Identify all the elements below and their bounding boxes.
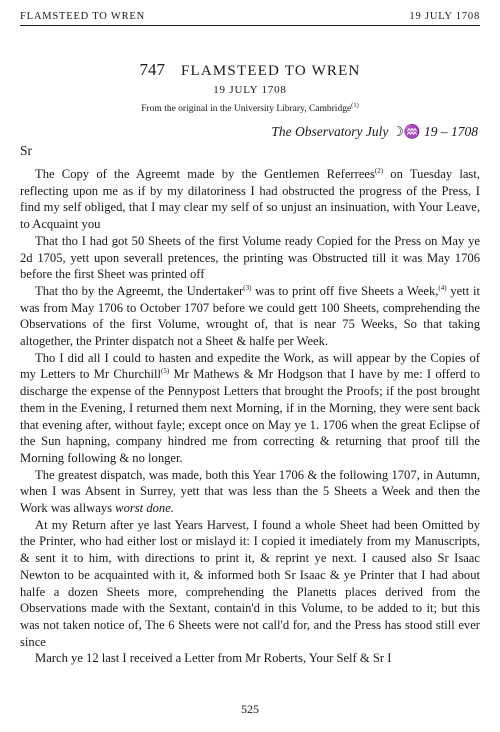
header-rule — [20, 25, 480, 26]
body-paragraph — [20, 233, 480, 283]
text-run: yett it was from May 1706 to October 1707 before we could gett 100 Sheets, comprehending the Observations of the first Volume, wrought of, that is near 75 Weeks, So that taking altogether, the Printer dispatch not a Sheet & halfe per Week. — [20, 283, 480, 349]
date-line: 19 – 1708 — [424, 124, 478, 139]
text-run: Mr Mathews & Mr Hodgson that I have by me: I offerd to discharge the expense of the Pennypost Letters that brought the Proofs; if the post brought them in the Evening, I returned them next Morning, if in the Morning, they were sent back that evening after, without fayle; except once on May ye 1. 1706 when the great Eclipse of the Sun hapning, company hindred me from correcting & returning that proof till the Morning following & no longer. — [20, 367, 480, 465]
body-paragraph — [20, 350, 480, 467]
letter-date: 19 JULY 1708 — [213, 84, 287, 96]
body-paragraph — [20, 166, 480, 233]
moon-aquarius-symbol: ☽♒ — [391, 124, 421, 139]
text-run: Tho I did all I could to hasten and expedite the Work, as will appear by the Copies of my Letters to Mr Churchill — [20, 350, 480, 382]
body-paragraph — [20, 283, 480, 350]
footnote-marker: (3) — [243, 283, 252, 292]
text-run: The greatest dispatch, was made, both this Year 1706 & the following 1707, in Autumn, when I was Absent in Surrey, yett that was less than the 5 Sheets a Week and then the Work was allways — [20, 467, 480, 516]
letter-source — [20, 102, 480, 114]
text-run: was to print off five Sheets a Week, — [251, 283, 439, 298]
letter-number: 747 — [139, 60, 165, 79]
footnote-marker: (5) — [160, 367, 170, 376]
body-paragraph — [20, 517, 480, 651]
text-run: At my Return after ye last Years Harvest, I found a whole Sheet had been Omitted by the Printer, who had either lost or mislayd it: I copied it imediately from my Manuscripts, & sent it to him, with directions to print it, & reprint ye next. I caused also Sr Isaac Newton to be acquainted with it, & informed both Sr Isaac & ye Printer that I had about halfe a dozen Sheets more, comprehending the Planetts places derived from the Observations made with the Sextant, contain'd in this Volume, to be added to it; but this was not taken notice of, The 6 Sheets were not call'd for, and the Press has stood still ever since — [20, 517, 480, 649]
emphasized-text: worst done. — [115, 501, 174, 516]
letter-title: FLAMSTEED TO WREN — [180, 63, 361, 79]
text-run: on Tuesday last, reflecting upon me as if by my dilatoriness I had obstructed the progress of the Press, I find my self obliged, that I may clear my self of so unjust an insinuation, with Your Leave, to Acquaint you — [20, 167, 480, 232]
body-paragraph — [20, 650, 480, 667]
letter-heading — [20, 60, 480, 80]
letter-body — [20, 166, 480, 667]
body-paragraph — [20, 467, 480, 517]
running-head-right: 19 JULY 1708 — [409, 10, 480, 22]
text-run: That tho by the Agreemt, the Undertaker — [35, 283, 244, 298]
text-run: The Copy of the Agreemt made by the Gentlemen Referrees — [35, 167, 375, 181]
source-text: From the original in the University Library, Cambridge — [141, 104, 352, 115]
source-footnote-marker: (1) — [351, 102, 359, 109]
place: The Observatory July — [271, 124, 389, 139]
running-head-left: FLAMSTEED TO WREN — [20, 10, 146, 22]
place-and-date — [271, 124, 478, 140]
footnote-marker: (4) — [438, 283, 447, 292]
running-head — [20, 8, 480, 24]
salutation: Sr — [20, 143, 33, 158]
text-run: March ye 12 last I received a Letter from Mr Roberts, Your Self & Sr I — [35, 651, 392, 666]
footnote-marker: (2) — [374, 166, 384, 175]
text-run: That tho I had got 50 Sheets of the first Volume ready Copied for the Press on May ye 2d 1705, yett upon severall pretences, the printing was Obstructed till it was May 1706 before the first Sheet was printed off — [20, 233, 480, 282]
page-number: 525 — [241, 702, 259, 716]
